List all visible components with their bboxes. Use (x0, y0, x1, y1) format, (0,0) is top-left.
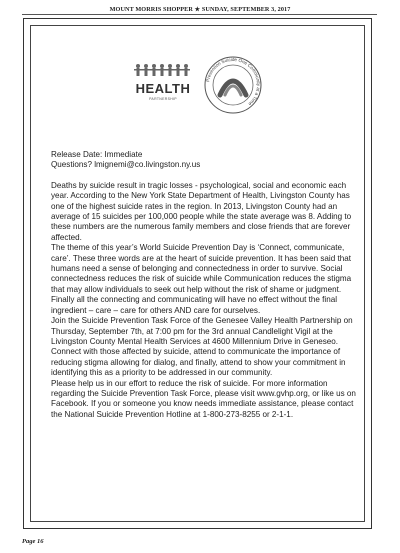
health-partnership-logo (127, 55, 197, 115)
logo-ring-text: Prevention Suicide One Community at a Time (205, 56, 262, 107)
paragraph-4: Please help us in our effort to reduce the risk of suicide. For more information regarding the Suicide Prevention Task Force, please visit www.gvhp.org, or like us on Facebook. If you or someone you know needs immediate assistance, please contact the National Suicide Prevention Hotline at 1-800-273-8255 or 2-1-1. (51, 378, 356, 419)
release-date: Release Date: Immediate (51, 150, 143, 159)
release-questions: Questions? lmignemi@co.livingston.ny.us (51, 160, 201, 170)
paragraph-3: Join the Suicide Prevention Task Force of the Genesee Valley Health Partnership on Thursday, September 7th, at 7:00 pm for the 3rd annual Candlelight Vigil at the Livingston County Mental Health Services at 4600 Millennium Drive in Geneseo. Connect with those affected by suicide, attend to communicate the importance of reducing stigma allowing for dialog, and finally, attend to show your commitment in identifying this as a priority to be addressed in our community. (51, 316, 353, 378)
health-logo-subtitle: PARTNERSHIP (149, 97, 177, 101)
paragraph-1: Deaths by suicide result in tragic losses - psychological, social and economic each year. According to the New York State Department of Health, Livingston County has one of the highest suicide rates in the region. In 2013, Livingston County had an average of 15 suicides per 100,000 people while the state average was 8. Adding to these numbers are the numerous family members and close friends that are forever affected. (51, 180, 352, 242)
press-release-body (51, 150, 356, 420)
suicide-prevention-logo (203, 55, 263, 115)
release-header (51, 150, 356, 171)
paragraph-2: The theme of this year’s World Suicide Prevention Day is ‘Connect, communicate, care’. These three words are at the heart of suicide prevention. It has been said that humans need a sense of belonging and connectedness in order to survive. Social connectedness reduces the risk of suicide while Communication reduces the stigma that may allow individuals to seek out help without the risk of shame or judgment. Finally all the connecting and communicating will have no effect without the final ingredient – care – care for others AND care for ourselves. (51, 243, 352, 315)
people-row-icon (133, 63, 191, 77)
masthead-rule (22, 14, 377, 15)
masthead: MOUNT MORRIS SHOPPER ★ SUNDAY, SEPTEMBER 3, 2017 (109, 6, 291, 13)
page-number: Page 16 (22, 538, 44, 545)
health-logo-wordmark: HEALTH (135, 81, 191, 96)
logo-group (127, 55, 267, 120)
